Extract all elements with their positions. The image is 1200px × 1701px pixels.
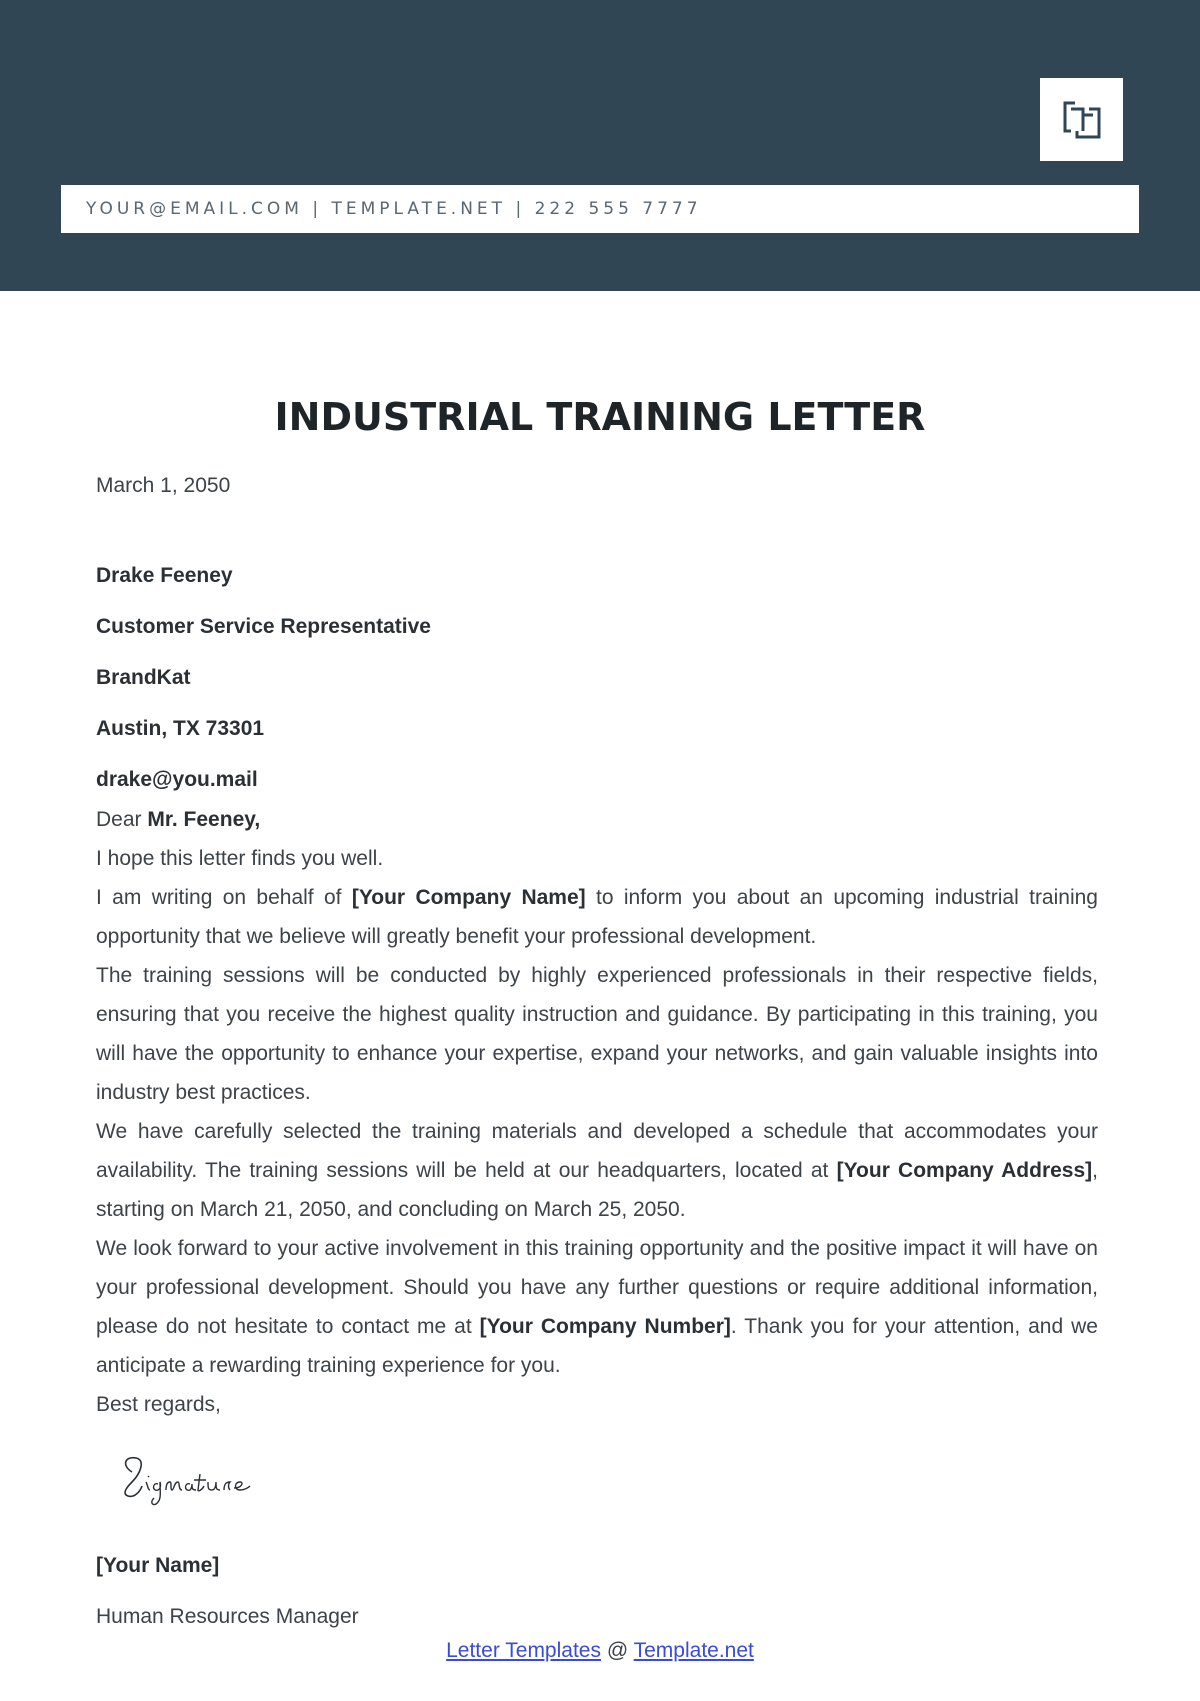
paragraph-3 bbox=[96, 1112, 1098, 1229]
company-number-placeholder: [Your Company Number] bbox=[479, 1315, 731, 1338]
salutation-name: Mr. Feeney, bbox=[147, 808, 261, 831]
contact-bar bbox=[61, 185, 1139, 233]
p3-text-end: , starting on March 21, 2050, and concluding on March 25, 2050. bbox=[96, 1159, 1098, 1221]
p4-text-end: . Thank you for your attention, and we anticipate a rewarding training experience for you. bbox=[96, 1315, 1098, 1377]
letter-date: March 1, 2050 bbox=[96, 474, 231, 497]
salutation bbox=[96, 800, 1098, 839]
template-net-link[interactable]: Template.net bbox=[633, 1639, 754, 1662]
company-name-placeholder: [Your Company Name] bbox=[351, 886, 586, 909]
signature-image bbox=[118, 1452, 278, 1508]
closing: Best regards, bbox=[96, 1393, 221, 1416]
recipient-address: Austin, TX 73301 bbox=[96, 717, 265, 740]
recipient-company: BrandKat bbox=[96, 666, 191, 689]
signer-title: Human Resources Manager bbox=[96, 1605, 359, 1628]
brand-logo bbox=[1040, 78, 1123, 161]
recipient-position: Customer Service Representative bbox=[96, 615, 431, 638]
salutation-prefix: Dear bbox=[96, 808, 142, 831]
company-address-placeholder: [Your Company Address] bbox=[836, 1159, 1093, 1182]
page-title: INDUSTRIAL TRAINING LETTER bbox=[274, 395, 926, 439]
paragraph-1 bbox=[96, 878, 1098, 956]
footer-separator: @ bbox=[606, 1639, 629, 1662]
p4-text-start: We look forward to your active involvement in this training opportunity and the positive impact it will have on your professional development. Should you have any further questions or require additional information, please do not hesitate to contact me at bbox=[96, 1237, 1098, 1338]
paragraph-4 bbox=[96, 1229, 1098, 1385]
letter-body bbox=[96, 800, 1098, 1424]
header-band bbox=[0, 0, 1200, 291]
p1-text-end: to inform you about an upcoming industrial training opportunity that we believe will greatly benefit your professional development. bbox=[96, 886, 1098, 948]
paragraph-2: The training sessions will be conducted by highly experienced professionals in their respective fields, ensuring that you receive the highest quality instruction and guidance. By participating in this training, you will have the opportunity to enhance your expertise, expand your networks, and gain valuable insights into industry best practices. bbox=[96, 964, 1098, 1104]
recipient-name: Drake Feeney bbox=[96, 564, 233, 587]
p1-text-start: I am writing on behalf of bbox=[96, 886, 342, 909]
p3-text-start: We have carefully selected the training materials and developed a schedule that accommodates your availability. The training sessions will be held at our headquarters, located at bbox=[96, 1120, 1098, 1182]
contact-info: YOUR@EMAIL.COM | TEMPLATE.NET | 222 555 7777 bbox=[86, 199, 702, 219]
signer-block bbox=[96, 1546, 1098, 1636]
opening-line: I hope this letter finds you well. bbox=[96, 847, 384, 870]
brand-logo-icon bbox=[1059, 97, 1105, 143]
letter-templates-link[interactable]: Letter Templates bbox=[446, 1639, 601, 1662]
recipient-email: drake@you.mail bbox=[96, 768, 258, 791]
footer bbox=[0, 1639, 1200, 1663]
signer-name: [Your Name] bbox=[96, 1554, 220, 1577]
recipient-block bbox=[96, 556, 1098, 799]
